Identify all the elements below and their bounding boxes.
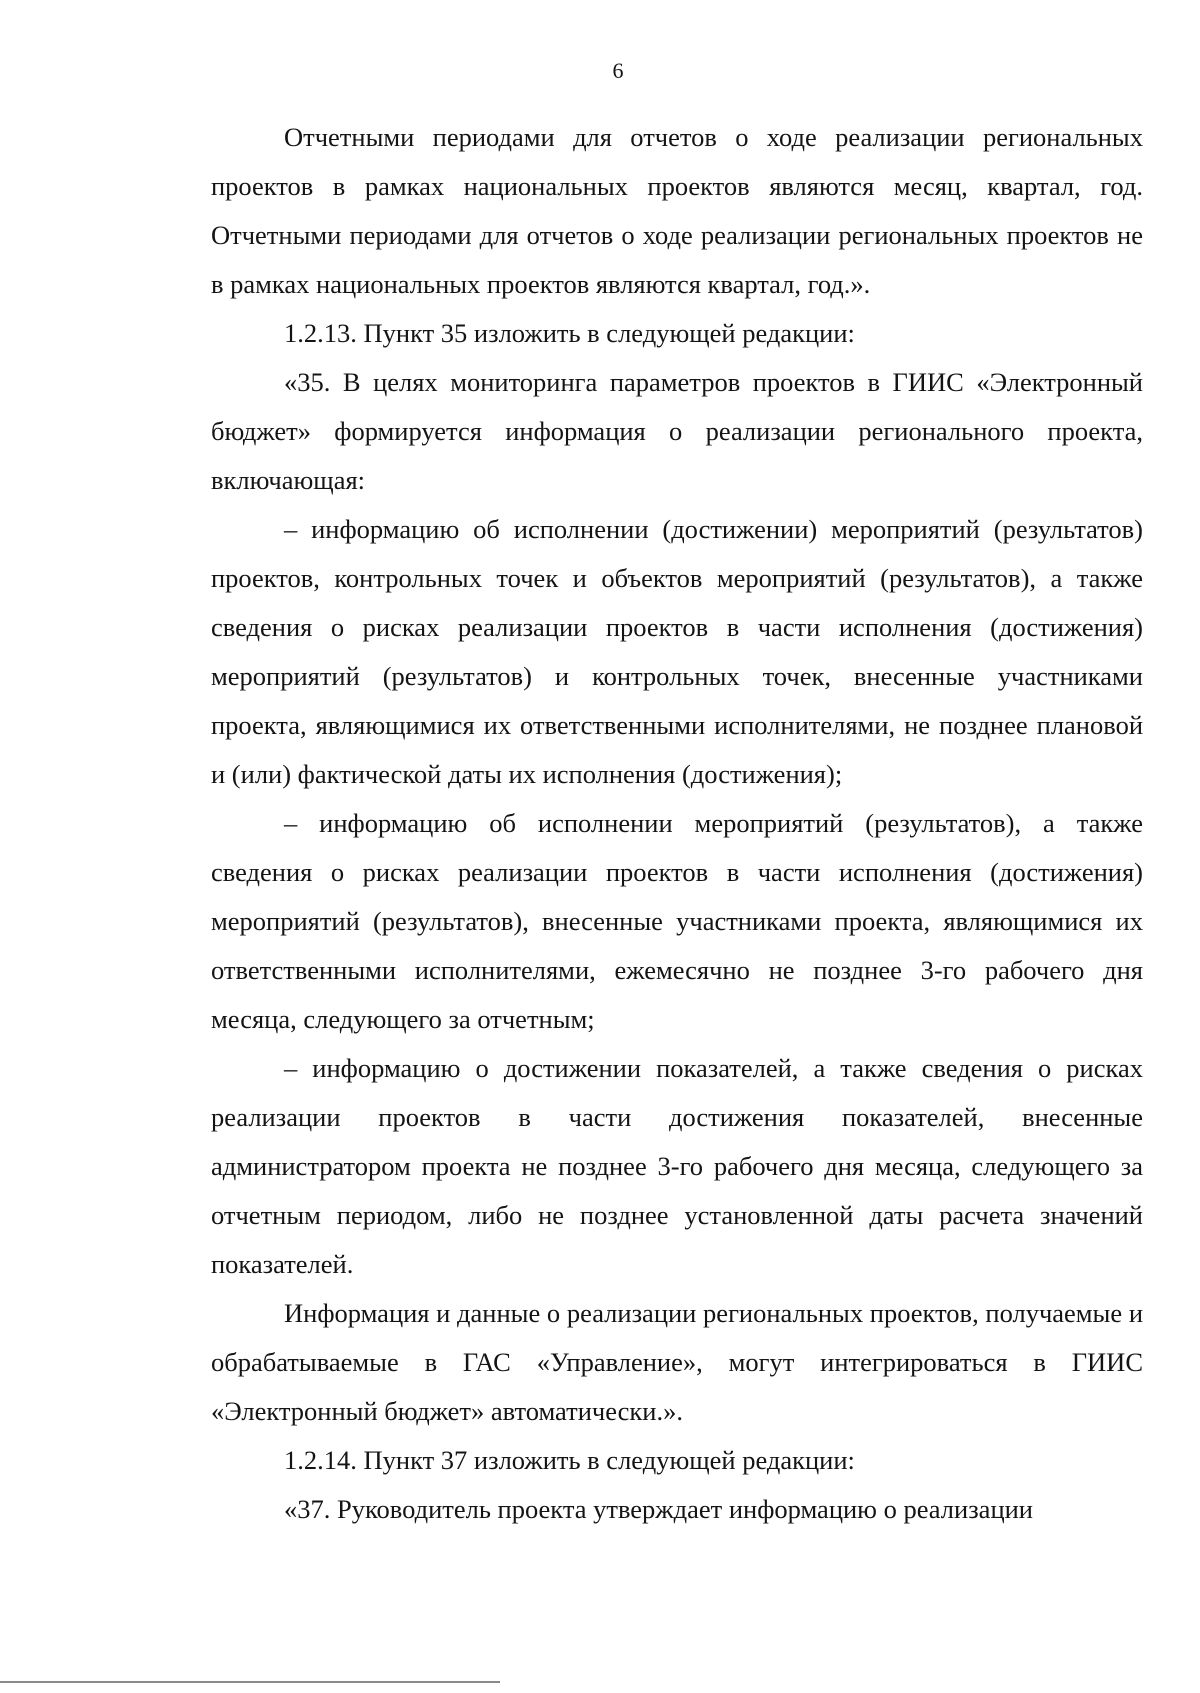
list-item-execution-info: – информацию об исполнении (достижении) мероприятий (результатов) проектов, контрольных точек и объектов мероприятий (результатов), а также сведения о рисках реализации проектов в части исполнения (достижения) мероприятий (результатов) и контрольных точек, внесенные участниками проекта, являющимися их ответственными исполнителями, не позднее плановой и (или) фактической даты их исполнения (достижения); [211, 514, 1143, 789]
paragraph-reporting-periods: Отчетными периодами для отчетов о ходе реализации региональных проектов в рамках национальных проектов являются месяц, квартал, год. Отчетными периодами для отчетов о ходе реализации региональных проектов не в рамках национальных проектов являются квартал, год.». [211, 122, 1143, 299]
document-body [211, 113, 1143, 1534]
paragraph-integration: Информация и данные о реализации региональных проектов, получаемые и обрабатываемые в ГАС «Управление», могут интегрироваться в ГИИС «Электронный бюджет» автоматически.». [211, 1298, 1143, 1426]
paragraph-point-37: «37. Руководитель проекта утверждает информацию о реализации [284, 1494, 1033, 1524]
paragraph-item-1-2-13: 1.2.13. Пункт 35 изложить в следующей редакции: [284, 318, 855, 348]
paragraph-item-1-2-14: 1.2.14. Пункт 37 изложить в следующей редакции: [284, 1445, 855, 1475]
page-number: 6 [612, 58, 624, 83]
list-item-monthly-info: – информацию об исполнении мероприятий (результатов), а также сведения о рисках реализации проектов в части исполнения (достижения) мероприятий (результатов), внесенные участниками проекта, являющимися их ответственными исполнителями, ежемесячно не позднее 3-го рабочего дня месяца, следующего за отчетным; [211, 808, 1143, 1034]
paragraph-point-35: «35. В целях мониторинга параметров проектов в ГИИС «Электронный бюджет» формируется информация о реализации регионального проекта, включающая: [211, 367, 1143, 495]
bottom-divider [0, 1681, 500, 1683]
list-item-indicators-info: – информацию о достижении показателей, а также сведения о рисках реализации проектов в части достижения показателей, внесенные администратором проекта не позднее 3-го рабочего дня месяца, следующего за отчетным периодом, либо не позднее установленной даты расчета значений показателей. [211, 1053, 1143, 1279]
